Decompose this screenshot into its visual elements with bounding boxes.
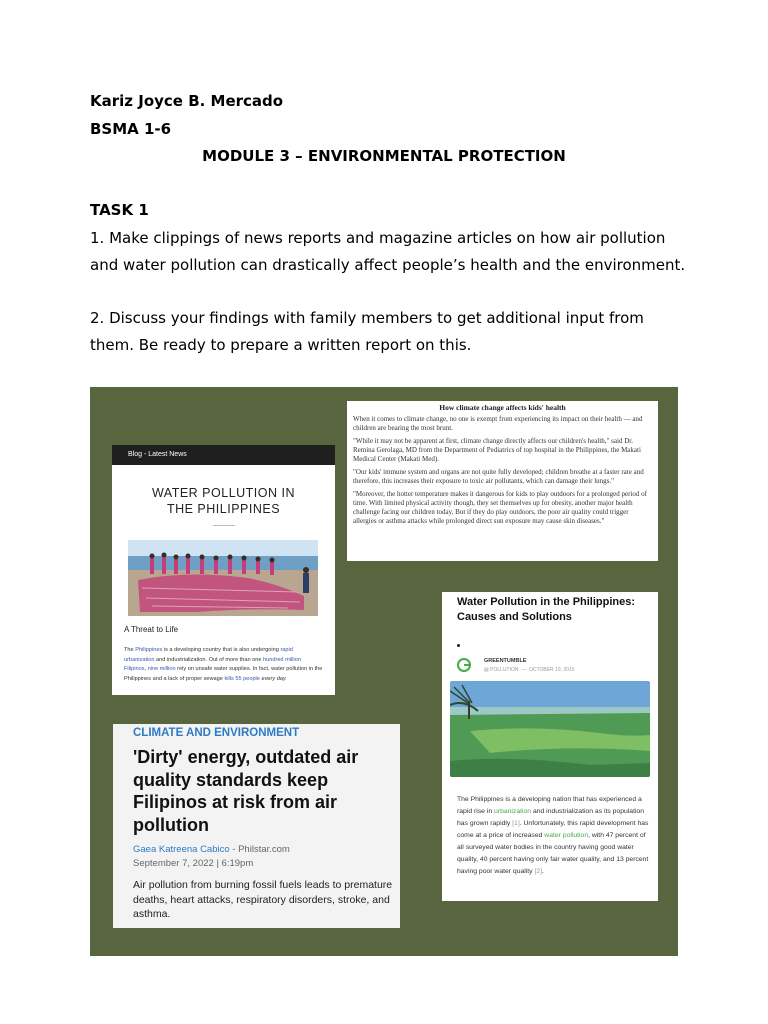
- clipping-paragraph: "Our kids' immune system and organs are not quite fully developed; children breathe at a faster rate and therefore, this increases their exposure to toxic air pollutants, which can damage their lungs.": [353, 468, 644, 485]
- student-section: BSMA 1-6: [90, 120, 172, 138]
- clipping-philstar: [113, 724, 400, 928]
- link: urbanization: [494, 808, 532, 815]
- greentumble-logo-icon: [457, 658, 471, 672]
- clipping-paragraph: "Moreover, the hotter temperature makes it dangerous for kids to play outdoors for a prolonged period of time. With limited physical activity though, they set themselves up for obesity, another major health challenge facing our children today. But if they do play outdoors, the poor air quality could trigger allergies or asthma attacks while prolonged direct sun exposure may cause skin diseases.": [353, 490, 647, 525]
- task-label: TASK 1: [90, 201, 149, 219]
- article-category: CLIMATE AND ENVIRONMENT: [133, 727, 300, 739]
- folder-icon: ▤: [484, 667, 491, 673]
- article-headline: 'Dirty' energy, outdated air quality standards keep Filipinos at risk from air pollution: [133, 747, 359, 835]
- bullet-dot: [457, 644, 460, 647]
- task-item-2: 2. Discuss your findings with family members to get additional input from them. Be ready to prepare a written report on this.: [90, 309, 644, 354]
- link: nine million: [147, 666, 176, 672]
- blog-bar: Blog - Latest News: [112, 445, 335, 465]
- task-item-1: 1. Make clippings of news reports and magazine articles on how air pollution and water pollution can drastically affect people’s health and the environment.: [90, 229, 686, 274]
- student-name: Kariz Joyce B. Mercado: [90, 92, 284, 110]
- article-byline: Gaea Katreena Cabico - Philstar.com: [133, 844, 290, 855]
- clipping-climate-kids: [347, 401, 658, 561]
- link: water pollution: [544, 832, 589, 839]
- article-body: Air pollution from burning fossil fuels leads to premature deaths, heart attacks, respiratory disorders, stroke, and asthma.: [133, 879, 393, 920]
- citation: [2]: [534, 868, 543, 875]
- source-name: GREENTUMBLE: [484, 658, 527, 664]
- blog-subtitle: A Threat to Life: [124, 625, 179, 634]
- beach-fishing-net-photo: [128, 540, 318, 616]
- module-title: MODULE 3 – ENVIRONMENTAL PROTECTION: [202, 147, 566, 165]
- article-date: September 7, 2022 | 6:19pm: [133, 858, 254, 869]
- clipping-water-pollution-blog: [112, 445, 335, 695]
- article-meta: ▤ POLLUTION — OCTOBER 19, 2015: [484, 667, 575, 673]
- blog-heading: WATER POLLUTION IN THE PHILIPPINES: [151, 486, 296, 516]
- citation: [1]: [512, 820, 520, 827]
- article-heading: Water Pollution in the Philippines: Causes and Solutions: [457, 596, 636, 623]
- link: kills 55 people: [224, 675, 260, 682]
- clippings-collage: [90, 387, 678, 956]
- heading-rule: [213, 525, 235, 526]
- link: Philippines: [135, 647, 163, 653]
- beach-algae-photo: [450, 681, 650, 777]
- link: hundred million Filipinos: [124, 656, 301, 672]
- link: rapid urbanization: [124, 647, 293, 663]
- article-body: The Philippines is a developing nation that has experienced a rapid rise in urbanization and industrialization as its population has grown rapidly [1]. Unfortunately, this rapid development has come at a price of increased water pollution, with 47 percent of all surveyed water bodies in the country having good water quality, 40 percent having only fair water quality, and 13 percent having poor water quality [2].: [457, 796, 649, 875]
- clipping-paragraph: When it comes to climate change, no one is exempt from experiencing its impact on their health — and children are bearing the most brunt.: [353, 415, 643, 432]
- blog-body: The Philippines is a developing country that is also undergoing rapid urbanization and industrialization. Out of more than one hundred million Filipinos, nine million rely on unsafe water supplies. In fact, water pollution in the Philippines and a lack of proper sewage kills 55 people every day.: [124, 647, 323, 682]
- clipping-greentumble: [442, 592, 658, 901]
- clipping-paragraph: "While it may not be apparent at first, climate change directly affects our children's health," said Dr. Remina Gerolaga, MD from the Department of Pediatrics of top hospital in the Philippines, the Makati Medical Center (Makati Med).: [353, 437, 641, 463]
- clipping-heading: How climate change affects kids' health: [439, 403, 566, 412]
